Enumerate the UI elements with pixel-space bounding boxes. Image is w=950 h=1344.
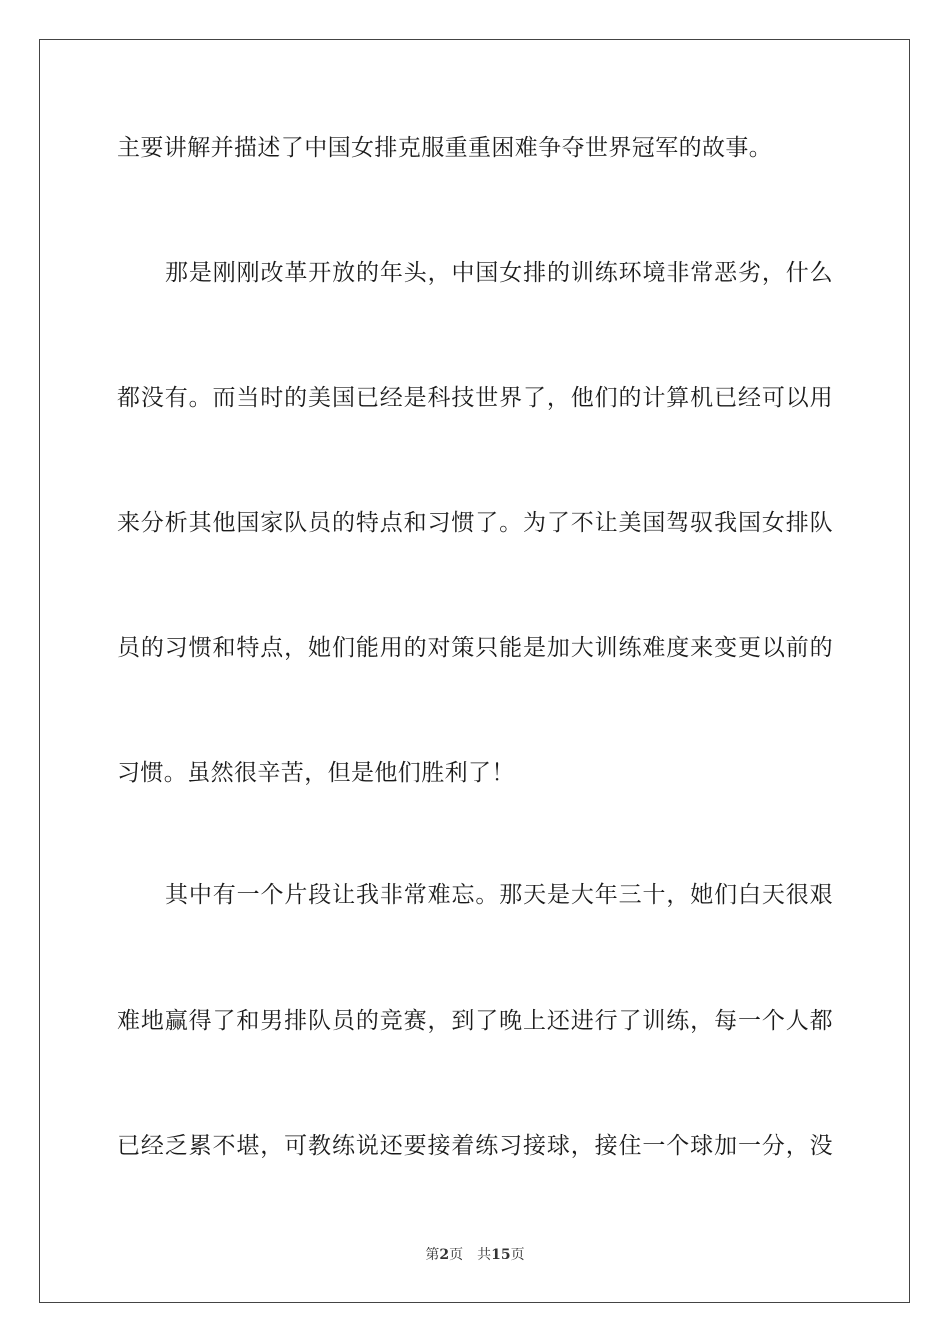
text-line-7: 其中有一个片段让我非常难忘。那天是大年三十，她们白天很艰 <box>165 882 833 908</box>
text-line-1: 主要讲解并描述了中国女排克服重重困难争夺世界冠军的故事。 <box>117 135 773 161</box>
text-line-2: 那是刚刚改革开放的年头，中国女排的训练环境非常恶劣，什么 <box>165 260 833 286</box>
text-line-9: 已经乏累不堪，可教练说还要接着练习接球，接住一个球加一分，没 <box>117 1133 833 1159</box>
page-suffix: 页 <box>449 1247 464 1263</box>
page-footer <box>0 1245 950 1265</box>
page-number: 2 <box>439 1247 450 1263</box>
text-line-5: 员的习惯和特点，她们能用的对策只能是加大训练难度来变更以前的 <box>117 635 833 661</box>
text-line-4: 来分析其他国家队员的特点和习惯了。为了不让美国驾驭我国女排队 <box>117 510 833 536</box>
page-border <box>39 39 910 1303</box>
total-pages: 15 <box>491 1247 511 1263</box>
text-line-8: 难地赢得了和男排队员的竞赛，到了晚上还进行了训练，每一个人都 <box>117 1008 833 1034</box>
text-line-6: 习惯。虽然很辛苦，但是他们胜利了！ <box>117 760 515 786</box>
total-prefix: 共 <box>477 1247 492 1263</box>
total-suffix: 页 <box>510 1247 525 1263</box>
page-prefix: 第 <box>425 1247 440 1263</box>
text-line-3: 都没有。而当时的美国已经是科技世界了，他们的计算机已经可以用 <box>117 385 833 411</box>
